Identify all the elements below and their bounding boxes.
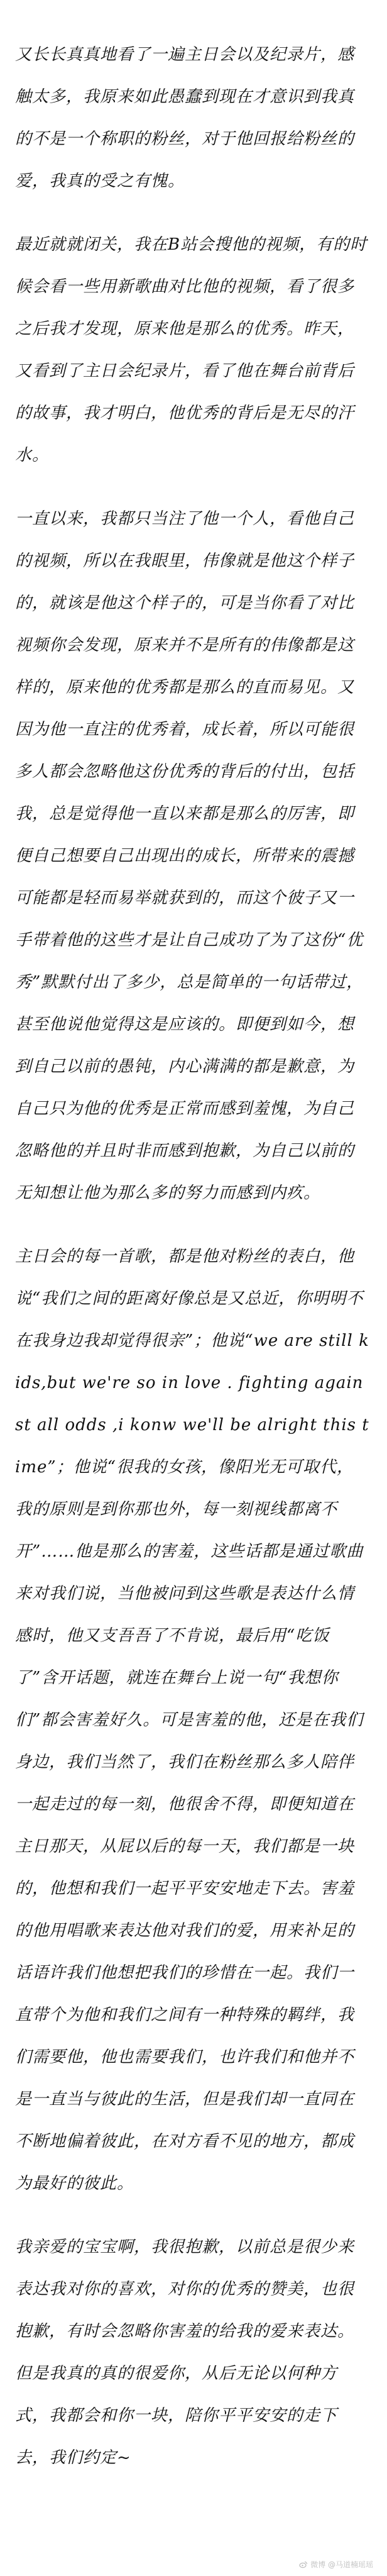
paragraph-gap — [15, 1214, 369, 1236]
watermark — [299, 2559, 373, 2570]
paragraph-gap — [15, 477, 369, 498]
weibo-icon — [299, 2560, 308, 2569]
watermark-text: 微博 @马道楠瑶瑶 — [310, 2560, 373, 2569]
paragraph-3: 一直以来，我都只当注了他一个人，看他自己的视频，所以在我眼里，伟像就是他这个样子的，就该是他这个样子的，可是当你看了对比视频你会发现，原来并不是所有的伟像都是这样的，原来他的优秀都是那么的直而易见。又因为他一直注的优秀着，成长着，所以可能很多人都会忽略他这份优秀的背后的付出，包括我，总是觉得他一直以来都是那么的厉害，即便自己想要自己出现出的成长，所带来的震撼可能都是轻而易举就获到的，而这个彼子又一手带着他的这些才是让自己成功了为了这份“优秀”默默付出了多少，总是简单的一句话带过，甚至他说他觉得这是应该的。即便到如今，想到自己以前的愚钝，内心满满的都是歉意，为自己只为他的优秀是正常而感到羞愧，为自己忽略他的并且时非而感到抱歉，为自己以前的无知想让他为那么多的努力而感到内疚。 — [15, 509, 364, 1202]
paragraph-5: 我亲爱的宝宝啊，我很抱歉，以前总是很少来表达我对你的喜欢，对你的优秀的赞美，也很抱歉，有时会忽略你害羞的给我的爱来表达。但是我真的真的很爱你，从后无论以何种方式，我都会和你一块，陪你平平安安的走下去，我们约定~ — [15, 2238, 355, 2467]
paragraph-1: 又长长真真地看了一遍主日会以及纪录片，感触太多，我原来如此愚蠢到现在才意识到我真的不是一个称职的粉丝，对于他回报给粉丝的爱，我真的受之有愧。 — [15, 45, 355, 191]
paragraph-gap — [15, 2205, 369, 2226]
paragraph-4: 主日会的每一首歌，都是他对粉丝的表白，他说“我们之间的距离好像总是又总近，你明明不在我身边我却觉得很亲”；他说“we are still kids,but we're so in love . fighting against all odds ,i konw we'll be alright this time”；他说“很我的女孩，像阳光无可取代，我的原则是到你那也外，每一刻视线都离不开”……他是那么的害羞，这些话都是通过歌曲来对我们说，当他被问到这些歌是表达什么情感时，他又支吾吾了不肯说，最后用“吃饭了”含开话题，就连在舞台上说一句“我想你们”都会害羞好久。可是害羞的他，还是在我们身边，我们当然了，我们在粉丝那么多人陪伴一起走过的每一刻，他很舍不得，即便知道在主日那天，从屁以后的每一天，我们都是一块的，他想和我们一起平平安安地走下去。害羞的他用唱歌来表达他对我们的爱，用来补足的话语许我们他想把我们的珍惜在一起。我们一直带个为他和我们之间有一种特殊的羁绊，我们需要他，他也需要我们，也许我们和他并不是一直当与彼此的生活，但是我们却一直同在不断地偏着彼此，在对方看不见的地方，都成为最好的彼此。 — [15, 1247, 369, 2193]
paragraph-gap — [15, 203, 369, 224]
paragraph-2: 最近就就闭关，我在B站会搜他的视频，有的时候会看一些用新歌曲对比他的视频，看了很多之后我才发现，原来他是那么的优秀。昨天，又看到了主日会纪录片，看了他在舞台前背后的故事，我才明白，他优秀的背后是无尽的汗水。 — [15, 235, 368, 465]
